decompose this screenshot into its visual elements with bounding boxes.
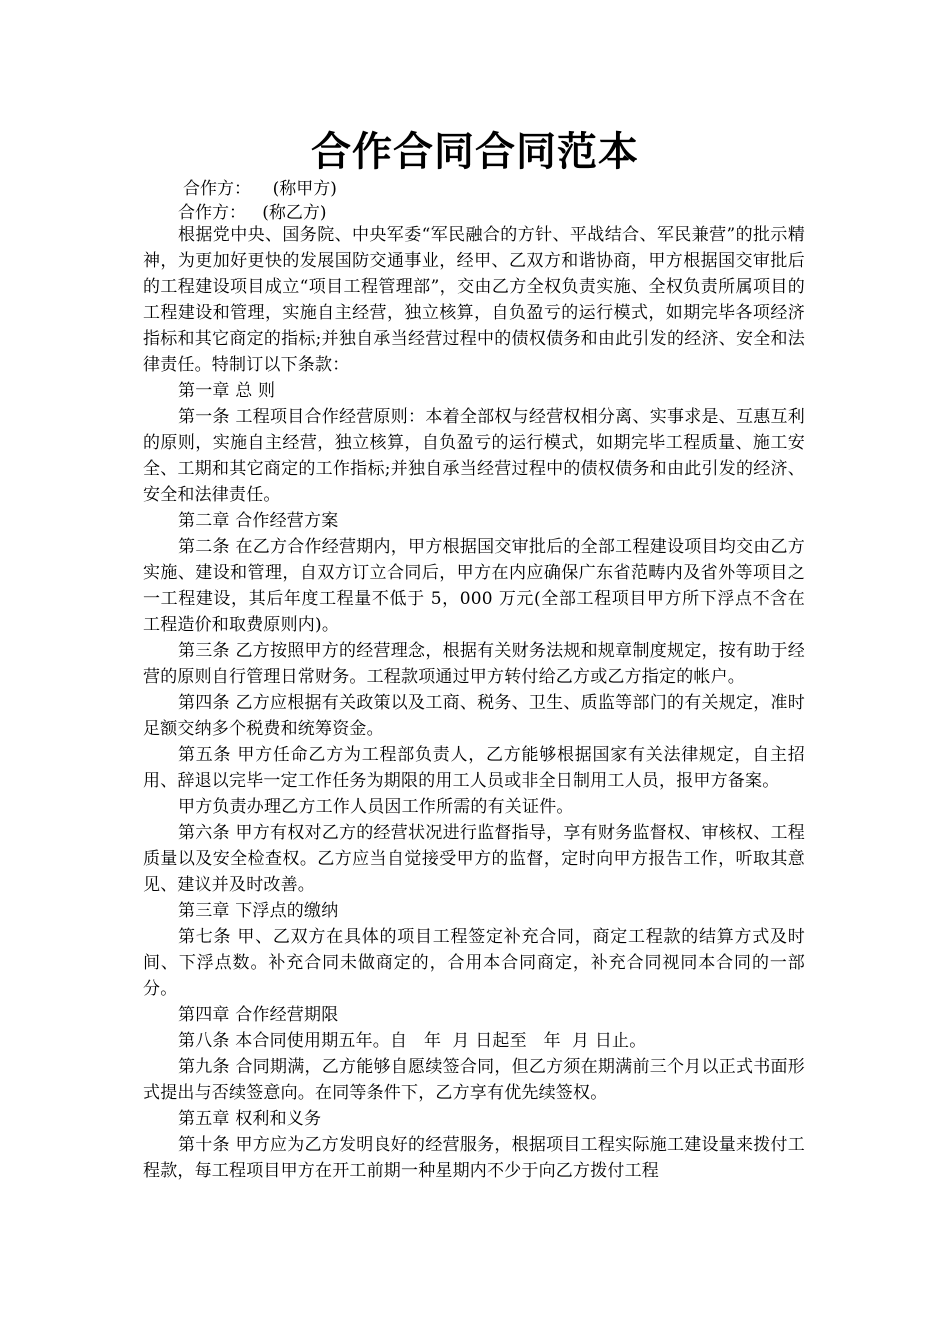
article-paragraph: 第五条 甲方任命乙方为工程部负责人，乙方能够根据国家有关法律规定，自主招用、辞退以完毕一定工作任务为期限的用工人员或非全日制用工人员，报甲方备案。 [143, 745, 805, 791]
contract-body [143, 222, 805, 1184]
chapter-heading: 第二章 合作经营方案 [178, 511, 339, 531]
party-a-line: 合作方： (称甲方) [183, 179, 337, 199]
article-paragraph: 第七条 甲、乙双方在具体的项目工程签定补充合同，商定工程款的结算方式及时间、下浮点数。补充合同未做商定的，合用本合同商定，补充合同视同本合同的一部分。 [143, 927, 805, 999]
chapter-heading: 第四章 合作经营期限 [178, 1005, 339, 1025]
article-paragraph: 第六条 甲方有权对乙方的经营状况进行监督指导，享有财务监督权、审核权、工程质量以及安全检查权。乙方应当自觉接受甲方的监督，定时向甲方报告工作，听取其意见、建议并及时改善。 [143, 823, 805, 895]
article-paragraph: 第四条 乙方应根据有关政策以及工商、税务、卫生、质监等部门的有关规定，准时足额交纳多个税费和统筹资金。 [143, 693, 805, 739]
preamble-paragraph: 根据党中央、国务院、中央军委“军民融合的方针、平战结合、军民兼营”的批示精神，为更加好更快的发展国防交通事业，经甲、乙双方和谐协商，甲方根据国交审批后的工程建设项目成立“项目工程管理部”，交由乙方全权负责实施、全权负责所属项目的工程建设和管理，实施自主经营，独立核算，自负盈亏的运行模式，如期完毕各项经济指标和其它商定的指标;并独自承当经营过程中的债权债务和由此引发的经济、安全和法律责任。特制订以下条款： [143, 225, 805, 375]
document-title: 合作合同合同范本 [311, 129, 639, 175]
article-paragraph: 第八条 本合同使用期五年。自 年 月 日起至 年 月 日止。 [178, 1031, 647, 1051]
article-paragraph: 甲方负责办理乙方工作人员因工作所需的有关证件。 [178, 797, 574, 817]
chapter-heading: 第三章 下浮点的缴纳 [178, 901, 339, 921]
article-paragraph: 第十条 甲方应为乙方发明良好的经营服务，根据项目工程实际施工建设量来拨付工程款，每工程项目甲方在开工前期一种星期内不少于向乙方拨付工程 [143, 1135, 805, 1181]
article-paragraph: 第九条 合同期满，乙方能够自愿续签合同，但乙方须在期满前三个月以正式书面形式提出与否续签意向。在同等条件下，乙方享有优先续签权。 [143, 1057, 805, 1103]
party-b-line: 合作方： (称乙方) [178, 203, 327, 223]
article-paragraph: 第二条 在乙方合作经营期内，甲方根据国交审批后的全部工程建设项目均交由乙方实施、建设和管理，自双方订立合同后，甲方在内应确保广东省范畴内及省外等项目之一工程建设，其后年度工程量不低于 5，000 万元(全部工程项目甲方所下浮点不含在工程造价和取费原则内)。 [143, 537, 805, 635]
article-paragraph: 第三条 乙方按照甲方的经营理念，根据有关财务法规和规章制度规定，按有助于经营的原则自行管理日常财务。工程款项通过甲方转付给乙方或乙方指定的帐户。 [143, 641, 805, 687]
article-paragraph: 第一条 工程项目合作经营原则：本着全部权与经营权相分离、实事求是、互惠互利的原则，实施自主经营，独立核算，自负盈亏的运行模式，如期完毕工程质量、施工安全、工期和其它商定的工作指标;并独自承当经营过程中的债权债务和由此引发的经济、安全和法律责任。 [143, 407, 805, 505]
chapter-heading: 第五章 权利和义务 [178, 1109, 322, 1129]
chapter-heading: 第一章 总 则 [178, 381, 276, 401]
